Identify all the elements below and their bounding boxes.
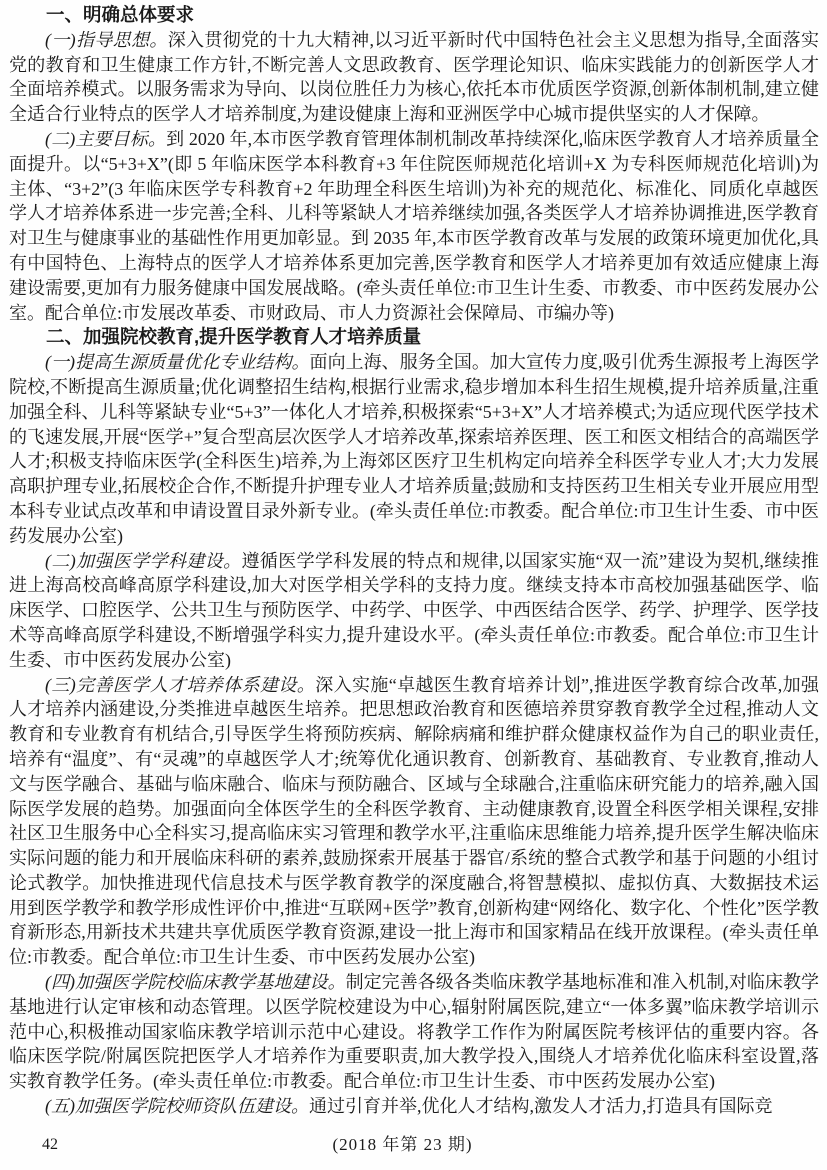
page-number: 42 xyxy=(42,1136,58,1153)
paragraph: (一)指导思想。深入贯彻党的十九大精神,以习近平新时代中国特色社会主义思想为指导,全面落实党的教育和卫生健康工作方针,不断完善人文思政教育、医学理论知识、临床实践能力的创新医学人才全面培养模式。以服务需求为导向、以岗位胜任力为核心,依托本市优质医学资源,创新体制机制,建立健全适合行业特点的医学人才培养制度,为建设健康上海和亚洲医学中心城市提供坚实的人才保障。 xyxy=(9,29,819,125)
clause-lead: (四)加强医学院校临床教学基地建设。 xyxy=(45,972,346,993)
paragraph: (一)提高生源质量优化专业结构。面向上海、服务全国。加大宣传力度,吸引优秀生源报考上海医学院校,不断提高生源质量;优化调整招生结构,根据行业需求,稳步增加本科生招生规模,提升培养质量,注重加强全科、儿科等紧缺专业“5+3”一体化人才培养,积极探索“5+3+X”人才培养模式;为适应现代医学技术的飞速发展,开展“医学+”复合型高层次医学人才培养改革,探索培养医理、医工和医文相结合的高端医学人才;积极支持临床医学(全科医生)培养,为上海郊区医疗卫生机构定向培养全科医学专业人才;大力发展高职护理专业,拓展校企合作,不断提升护理专业人才培养质量;鼓励和支持医药卫生相关专业开展应用型本科专业试点改革和申请设置目录外新专业。(牵头责任单位:市教委。配合单位:市卫生计生委、市中医药发展办公室) xyxy=(9,352,819,546)
paragraph: (五)加强医学院校师资队伍建设。通过引育并举,优化人才结构,激发人才活力,打造具有国际竞 xyxy=(45,1096,773,1117)
clause-lead: (三)完善医学人才培养体系建设。 xyxy=(45,674,316,695)
paragraph: (三)完善医学人才培养体系建设。深入实施“卓越医生教育培养计划”,推进医学教育综合改革,加强人才培养内涵建设,分类推进卓越医生培养。把思想政治教育和医德培养贯穿教育教学全过程,推动人文教育和专业教育有机结合,引导医学生将预防疾病、解除病痛和维护群众健康权益作为自己的职业责任,培养有“温度”、有“灵魂”的卓越医学人才;统筹优化通识教育、创新教育、基础教育、专业教育,推动人文与医学融合、基础与临床融合、临床与预防融合、区域与全球融合,注重临床研究能力的培养,融入国际医学发展的趋势。加强面向全体医学生的全科医学教育、主动健康教育,设置全科医学相关课程,安排社区卫生服务中心全科实习,提高临床实习管理和教学水平,注重临床思维能力培养,提升医学生解决临床实际问题的能力和开展临床科研的素养,鼓励探索开展基于器官/系统的整合式教学和基于问题的小组讨论式教学。加快推进现代信息技术与医学教育教学的深度融合,将智慧模拟、虚拟仿真、大数据技术运用到医学教学和教学形成性评价中,推进“互联网+医学”教育,创新构建“网络化、数字化、个性化”医学教育新形态,用新技术共建共享优质医学教育资源,建设一批上海市和国家精品在线开放课程。(牵头责任单位:市教委。配合单位:市卫生计生委、市中医药发展办公室) xyxy=(9,674,819,968)
paragraph: (四)加强医学院校临床教学基地建设。制定完善各级各类临床教学基地标准和准入机制,对临床教学基地进行认定审核和动态管理。以医学院校建设为中心,辐射附属医院,建立“一体多翼”临床教学培训示范中心,积极推动国家临床教学培训示范中心建设。将教学工作作为附属医院考核评估的重要内容。各临床医学院/附属医院把医学人才培养作为重要职责,加大教学投入,围绕人才培养优化临床科室设置,落实教育教学任务。(牵头责任单位:市教委。配合单位:市卫生计生委、市中医药发展办公室) xyxy=(9,972,819,1092)
paragraph: (二)主要目标。到 2020 年,本市医学教育管理体制机制改革持续深化,临床医学教育人才培养质量全面提升。以“5+3+X”(即 5 年临床医学本科教育+3 年住院医师规范化培训+X 为专科医师规范化培训)为主体、“3+2”(3 年临床医学专科教育+2 年助理全科医生培训)为补充的规范化、标准化、同质化卓越医学人才培养体系进一步完善;全科、儿科等紧缺人才培养继续加强,各类医学人才培养协调推进,医学教育对卫生与健康事业的基础性作用更加彰显。到 2035 年,本市医学教育改革与发展的政策环境更加优化,具有中国特色、上海特点的医学人才培养体系更加完善,医学教育和医学人才培养更加有效适应健康上海建设需要,更加有力服务健康中国发展战略。(牵头责任单位:市卫生计生委、市教委、市中医药发展办公室。配合单位:市发展改革委、市财政局、市人力资源社会保障局、市编办等) xyxy=(9,128,819,323)
paragraph: (二)加强医学学科建设。遵循医学学科发展的特点和规律,以国家实施“双一流”建设为契机,继续推进上海高校高峰高原学科建设,加大对医学相关学科的支持力度。继续支持本市高校加强基础医学、临床医学、口腔医学、公共卫生与预防医学、中药学、中医学、中西医结合医学、药学、护理学、医学技术等高峰高原学科建设,不断增强学科实力,提升建设水平。(牵头责任单位:市教委。配合单位:市卫生计生委、市中医药发展办公室) xyxy=(9,550,819,670)
section-heading: 二、加强院校教育,提升医学教育人才培养质量 xyxy=(46,326,422,348)
page-footer xyxy=(0,1132,827,1158)
clause-lead: (二)主要目标。 xyxy=(45,128,167,149)
clause-lead: (二)加强医学学科建设。 xyxy=(45,550,242,571)
section-heading: 一、明确总体要求 xyxy=(46,4,195,25)
clause-lead: (五)加强医学院校师资队伍建设。 xyxy=(45,1096,309,1117)
clause-lead: (一)提高生源质量优化专业结构。 xyxy=(45,352,310,373)
clause-lead: (一)指导思想。 xyxy=(45,29,168,50)
issue-label: (2018 年第 23 期) xyxy=(332,1135,473,1154)
